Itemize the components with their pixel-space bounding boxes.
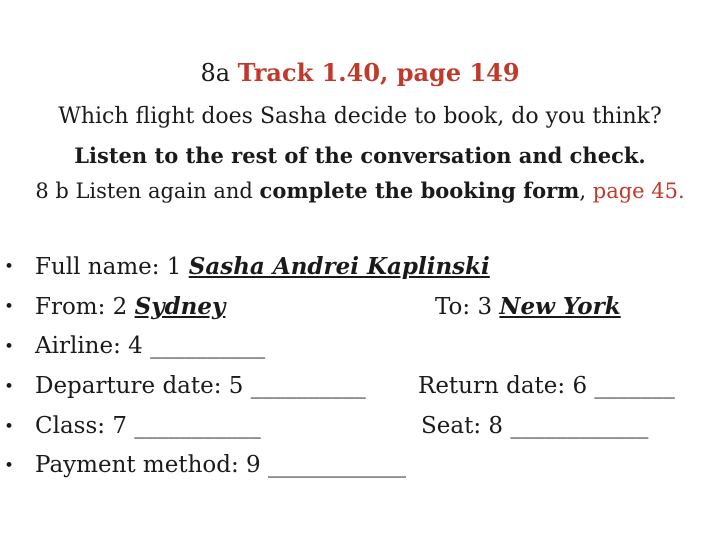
track-reference: Track 1.40, page 149: [237, 58, 520, 87]
bullet-icon: •: [4, 337, 15, 357]
list-item-dates: [0, 373, 720, 409]
departure-date-field: Departure date: 5 __________: [35, 373, 366, 399]
from-label: From: 2: [35, 294, 135, 320]
list-item-payment: [0, 452, 720, 488]
question-text: Which flight does Sasha decide to book, do you think?: [58, 104, 662, 129]
from-value: Sydney: [134, 293, 226, 320]
payment-method-field: Payment method: 9 ____________: [35, 452, 406, 478]
class-field: Class: 7 ___________: [35, 413, 261, 439]
return-date-field: Return date: 6 _______: [418, 373, 675, 399]
seat-field: Seat: 8 ____________: [421, 413, 649, 439]
airline-field: Airline: 4 __________: [35, 333, 266, 359]
task-prefix: 8 b Listen again and: [35, 179, 260, 203]
slide-title: [0, 58, 720, 87]
list-item-full-name: [0, 253, 720, 289]
listen-instruction: Listen to the rest of the conversation and check.: [74, 143, 646, 168]
list-item-airline: [0, 333, 720, 369]
to-value: New York: [499, 293, 621, 320]
full-name-label: Full name: 1: [35, 254, 189, 280]
full-name-field: [35, 253, 490, 280]
bullet-icon: •: [4, 257, 15, 277]
list-item-route: [0, 293, 720, 329]
task-comma: ,: [579, 179, 593, 203]
bullet-icon: •: [4, 297, 15, 317]
from-field: [35, 293, 225, 320]
full-name-value: Sasha Andrei Kaplinski: [188, 253, 490, 280]
title-prefix: 8a: [200, 59, 238, 87]
task-page: page 45.: [592, 179, 685, 203]
task-instruction: [0, 178, 720, 203]
bullet-icon: •: [4, 456, 15, 476]
task-bold: complete the booking form: [259, 178, 580, 203]
to-label: To: 3: [435, 294, 500, 320]
list-item-class-seat: [0, 413, 720, 449]
bullet-icon: •: [4, 377, 15, 397]
bullet-icon: •: [4, 417, 15, 437]
to-field: [435, 293, 621, 320]
